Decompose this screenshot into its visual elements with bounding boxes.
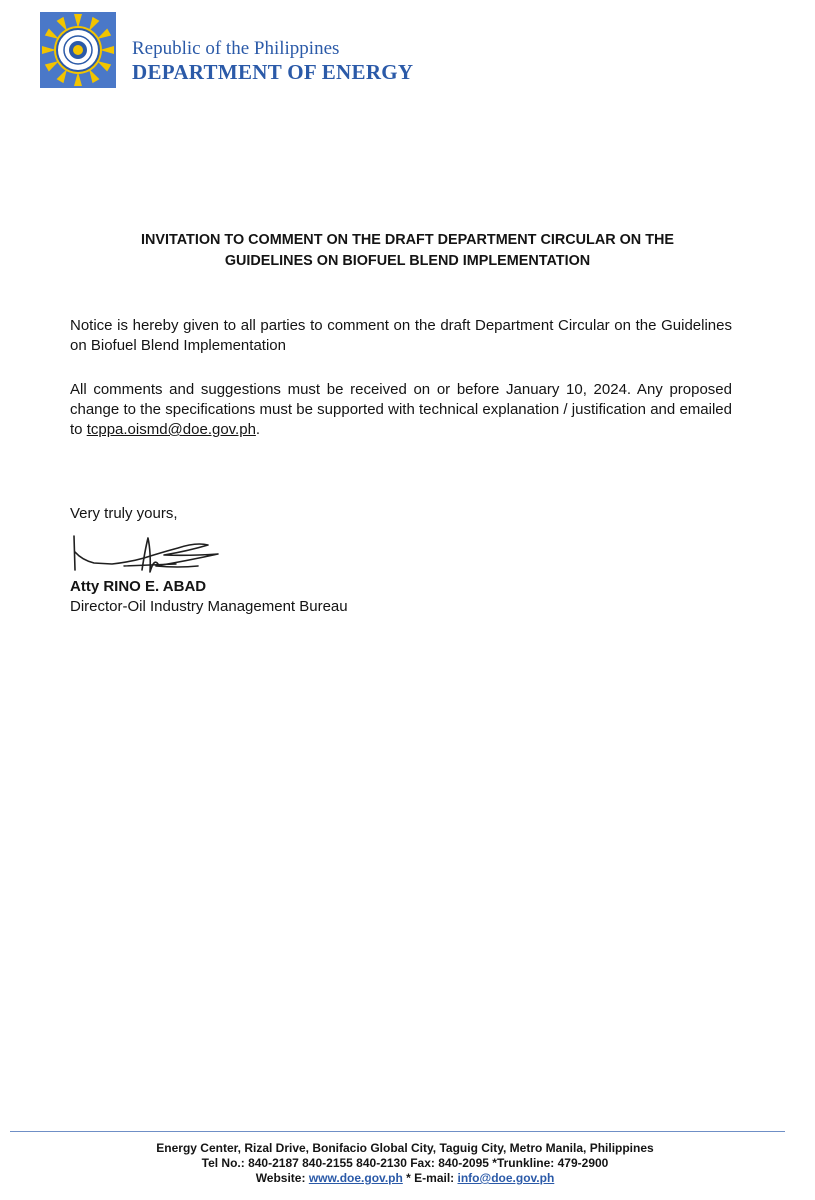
- signer-position: Director-Oil Industry Management Bureau: [70, 598, 348, 615]
- closing-salutation: Very truly yours,: [70, 505, 178, 522]
- website-link[interactable]: www.doe.gov.ph: [308, 1171, 403, 1185]
- doe-seal-logo: [40, 12, 116, 88]
- letterhead-country: Republic of the Philippines: [132, 38, 340, 59]
- comments-text: All comments and suggestions must be received on or before January 10, 2024. Any proposed change to the specifications must be supported with technical explanation / justification and emailed to: [70, 381, 732, 438]
- footer-phones: Tel No.: 840-2187 840-2155 840-2130 Fax: 840-2095 *Trunkline: 479-2900: [201, 1156, 609, 1170]
- email-label: * E-mail:: [402, 1171, 458, 1185]
- comments-paragraph: [70, 380, 732, 440]
- signer-block: [70, 577, 348, 617]
- document-title: [60, 230, 755, 272]
- title-line-1: INVITATION TO COMMENT ON THE DRAFT DEPARTMENT CIRCULAR ON THE: [141, 232, 674, 248]
- website-label: Website:: [255, 1171, 309, 1185]
- letterhead: [40, 12, 480, 92]
- letterhead-department: DEPARTMENT OF ENERGY: [132, 60, 414, 84]
- title-line-2: GUIDELINES ON BIOFUEL BLEND IMPLEMENTATION: [224, 253, 591, 269]
- footer: [110, 1141, 700, 1186]
- signer-name: Atty RINO E. ABAD: [70, 578, 207, 595]
- footer-address: Energy Center, Rizal Drive, Bonifacio Global City, Taguig City, Metro Manila, Philippines: [156, 1141, 654, 1155]
- footer-email-link[interactable]: info@doe.gov.ph: [457, 1171, 555, 1185]
- agency-name: [132, 38, 413, 84]
- notice-paragraph: Notice is hereby given to all parties to comment on the draft Department Circular on the Guidelines on Biofuel Blend Implementation: [70, 317, 732, 354]
- footer-divider: [10, 1131, 785, 1132]
- email-link[interactable]: tcppa.oismd@doe.gov.ph: [86, 421, 256, 438]
- footer-web-line: [110, 1171, 700, 1186]
- comments-end: .: [255, 421, 261, 438]
